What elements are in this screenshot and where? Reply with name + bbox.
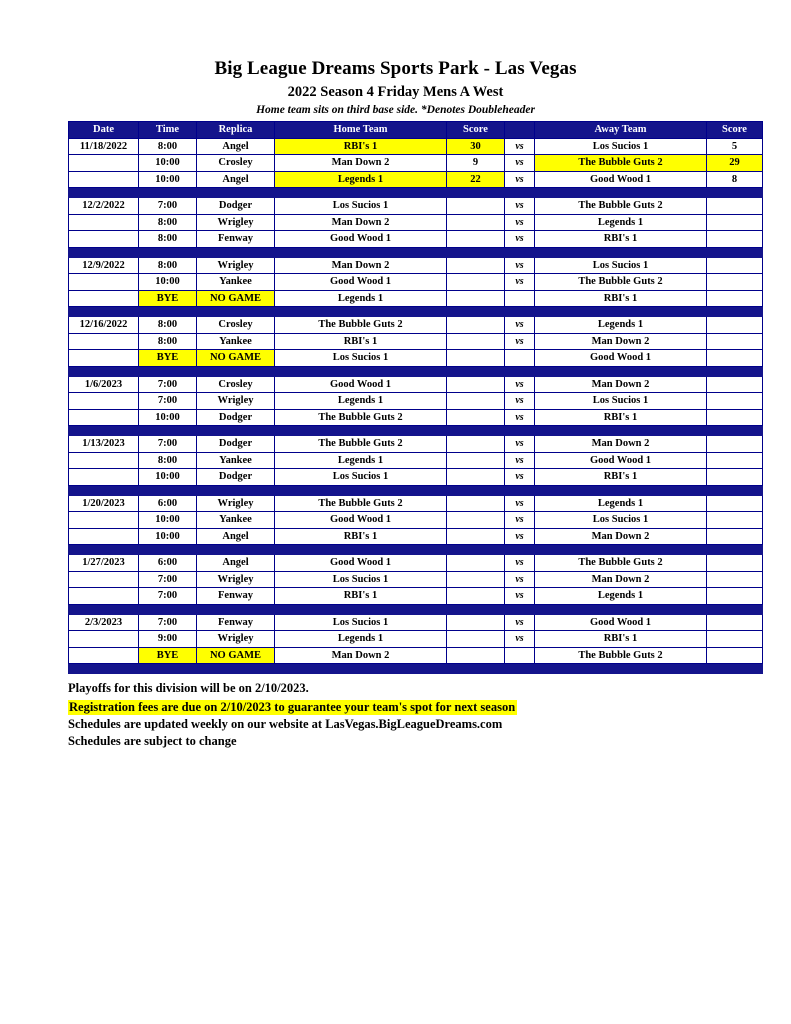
- column-header-home-score: Score: [447, 122, 505, 139]
- cell-away-team: The Bubble Guts 2: [535, 155, 707, 172]
- cell-home-team: The Bubble Guts 2: [275, 409, 447, 426]
- cell-away-team: Good Wood 1: [535, 614, 707, 631]
- cell-away-team: The Bubble Guts 2: [535, 198, 707, 215]
- cell-replica: Yankee: [197, 333, 275, 350]
- table-row: [69, 171, 763, 188]
- cell-date: 1/6/2023: [69, 376, 139, 393]
- cell-time: 7:00: [139, 614, 197, 631]
- cell-time: 10:00: [139, 155, 197, 172]
- cell-away-score: [707, 274, 763, 291]
- section-divider-cell: [69, 604, 763, 614]
- cell-replica: Wrigley: [197, 631, 275, 648]
- cell-replica: Fenway: [197, 614, 275, 631]
- cell-replica: NO GAME: [197, 647, 275, 664]
- footer-website: Schedules are updated weekly on our website at LasVegas.BigLeagueDreams.com: [68, 717, 503, 731]
- cell-vs: vs: [505, 274, 535, 291]
- cell-home-score: [447, 452, 505, 469]
- cell-home-team: Good Wood 1: [275, 512, 447, 529]
- cell-away-team: RBI's 1: [535, 631, 707, 648]
- cell-away-team: RBI's 1: [535, 469, 707, 486]
- cell-away-score: [707, 614, 763, 631]
- cell-replica: Crosley: [197, 317, 275, 334]
- cell-away-score: [707, 512, 763, 529]
- cell-replica: Wrigley: [197, 393, 275, 410]
- cell-vs: vs: [505, 528, 535, 545]
- cell-time: BYE: [139, 350, 197, 367]
- cell-date: 1/27/2023: [69, 555, 139, 572]
- cell-home-team: Man Down 2: [275, 647, 447, 664]
- cell-away-team: Good Wood 1: [535, 171, 707, 188]
- cell-away-team: Legends 1: [535, 317, 707, 334]
- cell-home-team: Good Wood 1: [275, 376, 447, 393]
- section-divider: [69, 307, 763, 317]
- cell-vs: vs: [505, 512, 535, 529]
- column-header-date: Date: [69, 122, 139, 139]
- cell-vs: vs: [505, 257, 535, 274]
- cell-date: 1/20/2023: [69, 495, 139, 512]
- cell-away-team: Man Down 2: [535, 376, 707, 393]
- table-row: [69, 614, 763, 631]
- cell-home-team: The Bubble Guts 2: [275, 436, 447, 453]
- cell-date: [69, 393, 139, 410]
- cell-away-team: The Bubble Guts 2: [535, 274, 707, 291]
- table-row: [69, 350, 763, 367]
- table-row: [69, 274, 763, 291]
- cell-home-score: [447, 274, 505, 291]
- cell-home-team: RBI's 1: [275, 138, 447, 155]
- table-row: [69, 231, 763, 248]
- cell-away-team: RBI's 1: [535, 290, 707, 307]
- cell-away-score: [707, 257, 763, 274]
- cell-vs: vs: [505, 376, 535, 393]
- cell-replica: Fenway: [197, 231, 275, 248]
- cell-away-score: [707, 198, 763, 215]
- cell-away-score: [707, 469, 763, 486]
- section-divider-cell: [69, 545, 763, 555]
- cell-away-score: 5: [707, 138, 763, 155]
- cell-away-score: [707, 393, 763, 410]
- table-header-row: [69, 122, 763, 139]
- cell-replica: Angel: [197, 171, 275, 188]
- cell-vs: vs: [505, 571, 535, 588]
- section-divider: [69, 426, 763, 436]
- cell-home-team: Legends 1: [275, 393, 447, 410]
- section-divider: [69, 604, 763, 614]
- cell-away-team: Man Down 2: [535, 571, 707, 588]
- cell-home-score: 22: [447, 171, 505, 188]
- column-header-time: Time: [139, 122, 197, 139]
- cell-home-team: Legends 1: [275, 171, 447, 188]
- cell-date: [69, 512, 139, 529]
- cell-home-team: The Bubble Guts 2: [275, 317, 447, 334]
- cell-home-team: Los Sucios 1: [275, 350, 447, 367]
- table-row: [69, 333, 763, 350]
- cell-home-team: Legends 1: [275, 631, 447, 648]
- cell-time: 8:00: [139, 317, 197, 334]
- cell-away-score: [707, 436, 763, 453]
- cell-home-team: RBI's 1: [275, 333, 447, 350]
- table-row: [69, 138, 763, 155]
- cell-vs: vs: [505, 198, 535, 215]
- cell-date: 1/13/2023: [69, 436, 139, 453]
- cell-date: [69, 274, 139, 291]
- cell-away-score: [707, 231, 763, 248]
- cell-time: 8:00: [139, 452, 197, 469]
- cell-replica: Yankee: [197, 274, 275, 291]
- cell-home-score: [447, 614, 505, 631]
- cell-home-team: Los Sucios 1: [275, 469, 447, 486]
- table-row: [69, 469, 763, 486]
- cell-away-team: Good Wood 1: [535, 452, 707, 469]
- cell-home-team: Man Down 2: [275, 257, 447, 274]
- cell-date: 11/18/2022: [69, 138, 139, 155]
- cell-date: [69, 350, 139, 367]
- cell-away-team: Man Down 2: [535, 528, 707, 545]
- cell-date: 12/16/2022: [69, 317, 139, 334]
- table-row: [69, 257, 763, 274]
- cell-home-team: RBI's 1: [275, 588, 447, 605]
- table-row: [69, 214, 763, 231]
- cell-replica: Wrigley: [197, 495, 275, 512]
- cell-away-team: Legends 1: [535, 588, 707, 605]
- cell-home-team: Legends 1: [275, 452, 447, 469]
- cell-home-team: Los Sucios 1: [275, 614, 447, 631]
- cell-date: 2/3/2023: [69, 614, 139, 631]
- cell-date: [69, 333, 139, 350]
- cell-away-score: [707, 376, 763, 393]
- cell-date: [69, 571, 139, 588]
- table-row: [69, 495, 763, 512]
- cell-replica: Dodger: [197, 469, 275, 486]
- cell-home-score: [447, 571, 505, 588]
- cell-vs: vs: [505, 631, 535, 648]
- cell-replica: NO GAME: [197, 290, 275, 307]
- table-row: [69, 198, 763, 215]
- cell-time: 8:00: [139, 138, 197, 155]
- cell-away-team: Legends 1: [535, 495, 707, 512]
- cell-home-score: 30: [447, 138, 505, 155]
- section-divider-cell: [69, 366, 763, 376]
- section-divider: [69, 485, 763, 495]
- table-row: [69, 155, 763, 172]
- cell-vs: vs: [505, 495, 535, 512]
- table-body: [69, 138, 763, 674]
- cell-away-team: Los Sucios 1: [535, 393, 707, 410]
- cell-replica: Angel: [197, 528, 275, 545]
- footer-disclaimer: Schedules are subject to change: [68, 734, 237, 748]
- cell-home-team: Legends 1: [275, 290, 447, 307]
- cell-replica: Dodger: [197, 436, 275, 453]
- cell-time: 10:00: [139, 528, 197, 545]
- cell-replica: Yankee: [197, 452, 275, 469]
- cell-away-score: [707, 495, 763, 512]
- cell-home-team: Good Wood 1: [275, 231, 447, 248]
- cell-vs: vs: [505, 469, 535, 486]
- cell-home-score: [447, 588, 505, 605]
- cell-away-score: [707, 631, 763, 648]
- cell-date: [69, 588, 139, 605]
- cell-date: [69, 214, 139, 231]
- cell-time: 10:00: [139, 512, 197, 529]
- cell-away-team: The Bubble Guts 2: [535, 647, 707, 664]
- cell-home-score: [447, 512, 505, 529]
- column-header-away-team: Away Team: [535, 122, 707, 139]
- table-row: [69, 588, 763, 605]
- cell-time: 7:00: [139, 393, 197, 410]
- section-divider-cell: [69, 485, 763, 495]
- cell-date: [69, 647, 139, 664]
- cell-away-score: [707, 350, 763, 367]
- cell-away-score: [707, 317, 763, 334]
- cell-replica: Dodger: [197, 198, 275, 215]
- table-row: [69, 393, 763, 410]
- cell-home-score: [447, 555, 505, 572]
- cell-away-team: RBI's 1: [535, 231, 707, 248]
- table-row: [69, 290, 763, 307]
- cell-vs: vs: [505, 138, 535, 155]
- page-note: Home team sits on third base side. *Denotes Doubleheader: [256, 104, 535, 116]
- cell-replica: Yankee: [197, 512, 275, 529]
- table-row: [69, 376, 763, 393]
- cell-vs: vs: [505, 155, 535, 172]
- section-divider: [69, 247, 763, 257]
- cell-replica: Wrigley: [197, 571, 275, 588]
- cell-date: [69, 290, 139, 307]
- cell-vs: vs: [505, 436, 535, 453]
- footer-playoffs: Playoffs for this division will be on 2/10/2023.: [68, 681, 309, 695]
- column-header-vs: [505, 122, 535, 139]
- cell-time: 6:00: [139, 495, 197, 512]
- cell-time: 8:00: [139, 214, 197, 231]
- cell-away-score: [707, 571, 763, 588]
- cell-time: 7:00: [139, 376, 197, 393]
- cell-vs: vs: [505, 171, 535, 188]
- cell-vs: vs: [505, 333, 535, 350]
- section-divider-cell: [69, 188, 763, 198]
- cell-home-team: Man Down 2: [275, 214, 447, 231]
- cell-away-score: [707, 528, 763, 545]
- footer-registration: Registration fees are due on 2/10/2023 to guarantee your team's spot for next season: [69, 700, 516, 714]
- cell-vs: vs: [505, 231, 535, 248]
- section-divider: [69, 545, 763, 555]
- cell-date: [69, 469, 139, 486]
- cell-away-team: Legends 1: [535, 214, 707, 231]
- cell-home-team: RBI's 1: [275, 528, 447, 545]
- cell-time: 7:00: [139, 436, 197, 453]
- schedule-table: [68, 121, 763, 674]
- cell-vs: vs: [505, 317, 535, 334]
- table-row: [69, 555, 763, 572]
- cell-away-score: 29: [707, 155, 763, 172]
- cell-home-score: [447, 376, 505, 393]
- cell-replica: Crosley: [197, 376, 275, 393]
- section-divider: [69, 366, 763, 376]
- cell-away-team: The Bubble Guts 2: [535, 555, 707, 572]
- cell-date: [69, 452, 139, 469]
- cell-home-score: [447, 231, 505, 248]
- cell-away-score: [707, 452, 763, 469]
- cell-home-team: Los Sucios 1: [275, 571, 447, 588]
- cell-away-team: Los Sucios 1: [535, 512, 707, 529]
- cell-replica: Wrigley: [197, 257, 275, 274]
- cell-time: 10:00: [139, 409, 197, 426]
- cell-home-score: [447, 257, 505, 274]
- table-row: [69, 436, 763, 453]
- cell-home-score: [447, 469, 505, 486]
- cell-vs: vs: [505, 588, 535, 605]
- cell-away-team: Man Down 2: [535, 333, 707, 350]
- cell-time: 10:00: [139, 171, 197, 188]
- page-title: Big League Dreams Sports Park - Las Vegas: [214, 58, 577, 79]
- cell-date: [69, 171, 139, 188]
- cell-vs: vs: [505, 214, 535, 231]
- cell-away-team: Los Sucios 1: [535, 257, 707, 274]
- cell-home-score: [447, 393, 505, 410]
- cell-home-team: Los Sucios 1: [275, 198, 447, 215]
- cell-away-team: Good Wood 1: [535, 350, 707, 367]
- cell-home-score: [447, 436, 505, 453]
- table-row: [69, 452, 763, 469]
- cell-home-score: [447, 409, 505, 426]
- cell-date: [69, 528, 139, 545]
- cell-time: 7:00: [139, 571, 197, 588]
- cell-vs: [505, 647, 535, 664]
- section-divider-cell: [69, 664, 763, 674]
- cell-time: 8:00: [139, 231, 197, 248]
- cell-replica: NO GAME: [197, 350, 275, 367]
- cell-time: 8:00: [139, 333, 197, 350]
- cell-replica: Angel: [197, 138, 275, 155]
- cell-replica: Wrigley: [197, 214, 275, 231]
- cell-date: [69, 631, 139, 648]
- cell-time: BYE: [139, 290, 197, 307]
- section-divider: [69, 664, 763, 674]
- cell-date: [69, 231, 139, 248]
- cell-time: 7:00: [139, 198, 197, 215]
- cell-vs: [505, 290, 535, 307]
- cell-away-team: Los Sucios 1: [535, 138, 707, 155]
- cell-home-score: [447, 631, 505, 648]
- cell-home-team: Good Wood 1: [275, 555, 447, 572]
- cell-away-score: [707, 290, 763, 307]
- table-row: [69, 647, 763, 664]
- cell-vs: vs: [505, 409, 535, 426]
- cell-vs: vs: [505, 614, 535, 631]
- footer-notes: [68, 681, 723, 749]
- cell-away-score: [707, 214, 763, 231]
- cell-home-team: Man Down 2: [275, 155, 447, 172]
- cell-home-score: [447, 350, 505, 367]
- cell-replica: Fenway: [197, 588, 275, 605]
- table-row: [69, 512, 763, 529]
- cell-home-score: [447, 317, 505, 334]
- cell-away-team: Man Down 2: [535, 436, 707, 453]
- cell-vs: vs: [505, 393, 535, 410]
- section-divider-cell: [69, 426, 763, 436]
- cell-home-score: [447, 333, 505, 350]
- cell-away-score: [707, 555, 763, 572]
- cell-home-team: The Bubble Guts 2: [275, 495, 447, 512]
- column-header-replica: Replica: [197, 122, 275, 139]
- table-row: [69, 528, 763, 545]
- cell-date: 12/9/2022: [69, 257, 139, 274]
- cell-vs: vs: [505, 452, 535, 469]
- cell-home-score: [447, 214, 505, 231]
- cell-away-score: [707, 647, 763, 664]
- cell-time: 6:00: [139, 555, 197, 572]
- cell-time: 10:00: [139, 469, 197, 486]
- cell-time: 10:00: [139, 274, 197, 291]
- section-divider: [69, 188, 763, 198]
- cell-vs: [505, 350, 535, 367]
- cell-time: 9:00: [139, 631, 197, 648]
- cell-vs: vs: [505, 555, 535, 572]
- table-row: [69, 409, 763, 426]
- cell-replica: Crosley: [197, 155, 275, 172]
- section-divider-cell: [69, 307, 763, 317]
- cell-home-score: 9: [447, 155, 505, 172]
- cell-home-score: [447, 290, 505, 307]
- cell-replica: Dodger: [197, 409, 275, 426]
- section-divider-cell: [69, 247, 763, 257]
- cell-home-score: [447, 647, 505, 664]
- cell-date: [69, 155, 139, 172]
- cell-away-score: 8: [707, 171, 763, 188]
- cell-time: 7:00: [139, 588, 197, 605]
- cell-date: 12/2/2022: [69, 198, 139, 215]
- cell-time: BYE: [139, 647, 197, 664]
- cell-home-team: Good Wood 1: [275, 274, 447, 291]
- table-row: [69, 571, 763, 588]
- cell-away-team: RBI's 1: [535, 409, 707, 426]
- cell-away-score: [707, 333, 763, 350]
- column-header-away-score: Score: [707, 122, 763, 139]
- table-row: [69, 631, 763, 648]
- page-subtitle: 2022 Season 4 Friday Mens A West: [287, 84, 504, 100]
- cell-away-score: [707, 588, 763, 605]
- cell-date: [69, 409, 139, 426]
- cell-home-score: [447, 528, 505, 545]
- cell-time: 8:00: [139, 257, 197, 274]
- cell-home-score: [447, 495, 505, 512]
- cell-replica: Angel: [197, 555, 275, 572]
- table-row: [69, 317, 763, 334]
- cell-home-score: [447, 198, 505, 215]
- column-header-home-team: Home Team: [275, 122, 447, 139]
- cell-away-score: [707, 409, 763, 426]
